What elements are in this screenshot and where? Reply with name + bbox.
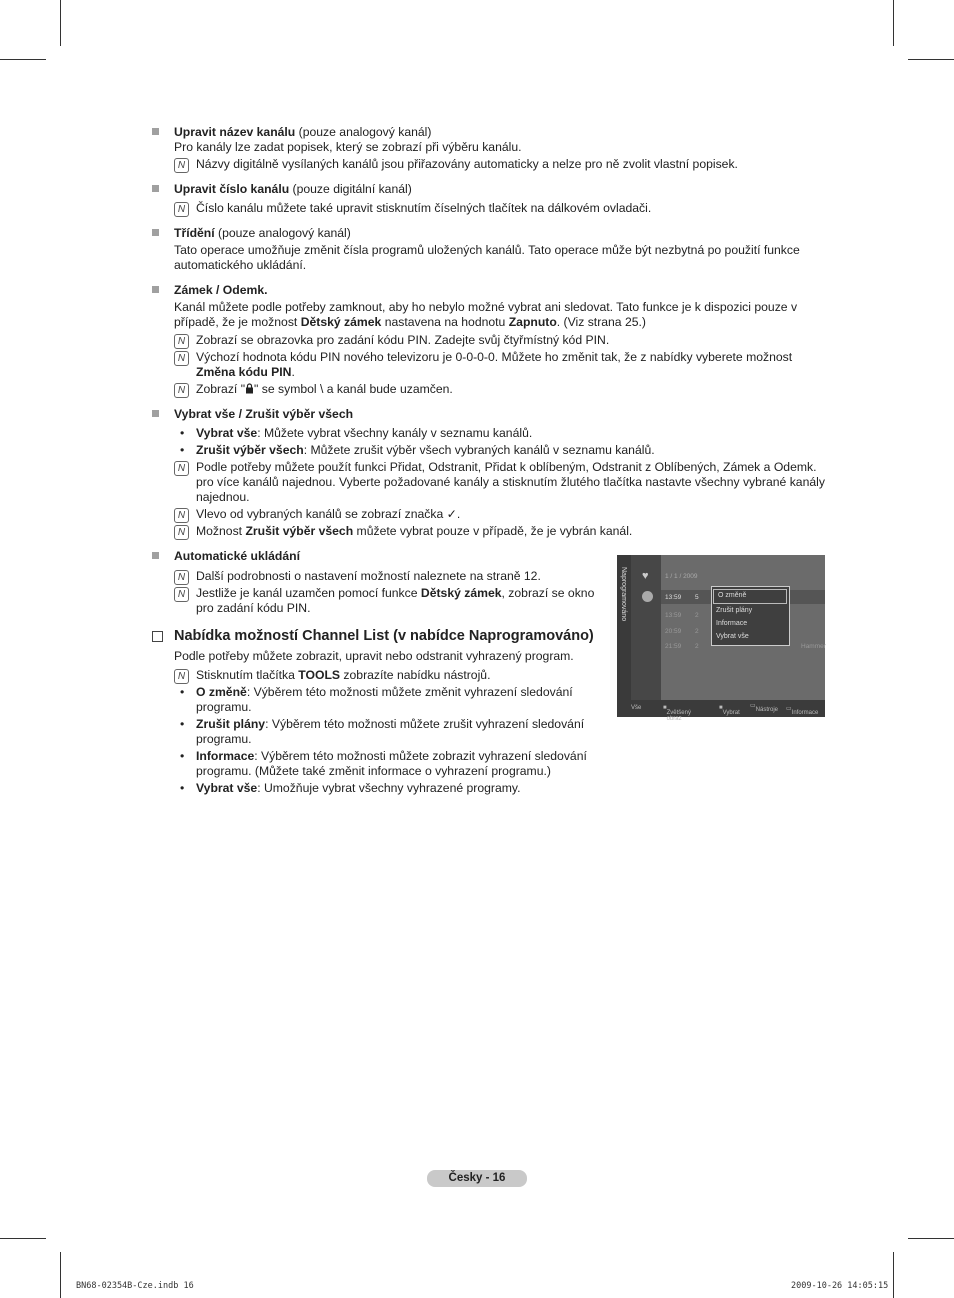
crop-mark: [893, 1252, 894, 1298]
bullet-dot: •: [180, 443, 185, 457]
note-text: Zobrazí se obrazovka pro zadání kódu PIN. Zadejte svůj čtyřmístný kód PIN.: [196, 333, 610, 347]
tv-side-label: Naprogramováno: [620, 567, 627, 622]
square-bullet-icon: [152, 185, 159, 192]
tv-footer-zoom: ■ Zvětšený obraz: [663, 705, 691, 722]
tv-menu-item-modify[interactable]: O změně: [713, 589, 787, 604]
bullet-item: [174, 717, 596, 747]
text-bold: Dětský zámek: [300, 315, 382, 329]
text-bold: O změně: [196, 685, 247, 699]
section-edit-channel-name: [152, 125, 827, 140]
tv-row-title: Hammer: [801, 643, 826, 650]
text: : Výběrem této možnosti můžete zobrazit vyhrazení sledování programu. (Můžete také změnit informace o vyhrazení programu.): [196, 749, 587, 778]
text-bold: Vybrat vše: [196, 426, 258, 440]
note-text: můžete vybrat pouze v případě, že je vybrán kanál.: [353, 524, 633, 538]
bullet-dot: •: [180, 685, 185, 699]
bullet-item: [174, 685, 626, 715]
tv-row-num: 2: [695, 643, 699, 650]
note-icon: N: [174, 334, 189, 349]
note-text: Stisknutím tlačítka: [196, 668, 299, 682]
globe-icon: [642, 591, 653, 602]
note-text: .: [291, 365, 295, 379]
section-title: Automatické ukládání: [174, 549, 300, 563]
bullet-dot: •: [180, 781, 185, 795]
text-bold: TOOLS: [298, 668, 341, 682]
bullet-item: [174, 781, 827, 796]
text-bold: Zrušit výběr všech: [196, 443, 304, 457]
note: [174, 382, 827, 397]
note-icon: N: [174, 158, 189, 173]
tv-row-time: 20:59: [665, 628, 682, 635]
bullet-dot: •: [180, 426, 185, 440]
tv-tools-menu: [711, 586, 790, 646]
note: [174, 460, 827, 505]
section-title: Zámek / Odemk.: [174, 283, 268, 297]
note-text: Další podrobnosti o nastavení možností naleznete na straně 12.: [196, 569, 541, 583]
text: Kanál můžete podle potřeby zamknout, aby ho nebylo možné vybrat ani sledovat. Tato funkce je k dispozici pouze v případě, že je možnost: [174, 300, 798, 329]
paragraph: [174, 300, 827, 330]
print-footer-right: 2009-10-26 14:05:15: [791, 1281, 889, 1291]
tv-footer-zoom-label: Zvětšený obraz: [666, 710, 691, 722]
crop-mark: [0, 59, 46, 60]
square-bullet-icon: [152, 229, 159, 236]
section-sorting: [152, 226, 827, 241]
tv-menu-item-info[interactable]: Informace: [716, 620, 748, 627]
checkbox-square-icon: [152, 631, 163, 642]
note-text: Možnost: [196, 524, 246, 538]
text-bold: Dětský zámek: [420, 586, 502, 600]
note-icon: N: [174, 351, 189, 366]
note-icon: N: [174, 570, 189, 585]
tv-footer-select-label: Vybrat: [722, 710, 740, 716]
text: . (Viz strana 25.): [556, 315, 646, 329]
note-text: " se symbol \ a kanál bude uzamčen.: [254, 382, 453, 396]
note-text: Vlevo od vybraných kanálů se zobrazí značka: [196, 507, 447, 521]
text-bold: Vybrat vše: [196, 781, 258, 795]
section-lock-unlock: [152, 283, 827, 298]
tv-footer-info-label: Informace: [791, 710, 819, 716]
note: [174, 333, 827, 348]
text: nastavena na hodnotu: [381, 315, 509, 329]
crop-mark: [60, 1252, 61, 1298]
square-bullet-icon: [152, 552, 159, 559]
tv-footer-tools: ▭ Nástroje: [750, 703, 779, 713]
section-title: Vybrat vše / Zrušit výběr všech: [174, 407, 354, 421]
paragraph: Podle potřeby můžete zobrazit, upravit nebo odstranit vyhrazený program.: [174, 649, 574, 663]
note: [174, 586, 606, 616]
note-text: , zobrazí se okno pro zadání kódu PIN.: [196, 586, 595, 615]
paragraph: Pro kanály lze zadat popisek, který se zobrazí při výběru kanálu.: [174, 140, 522, 154]
section-edit-channel-number: [152, 182, 827, 197]
tv-row-time: 13:59: [665, 612, 682, 619]
crop-mark: [908, 59, 954, 60]
bullet-dot: •: [180, 717, 185, 731]
text: : Výběrem této možnosti můžete změnit vyhrazení sledování programu.: [196, 685, 573, 714]
tv-footer-info: ▭ Informace: [786, 706, 819, 716]
heading-text: Nabídka možností Channel List (v nabídce Naprogramováno): [174, 628, 594, 644]
tv-menu-item-cancel[interactable]: Zrušit plány: [716, 607, 753, 614]
crop-mark: [0, 1238, 46, 1239]
tv-row-time: 21:59: [665, 643, 682, 650]
tv-row-num: 5: [695, 594, 699, 601]
checkmark-icon: ✓: [446, 507, 457, 521]
print-footer-left: BN68-02354B-Cze.indb 16: [76, 1281, 194, 1291]
heart-icon: ♥: [642, 570, 649, 582]
tv-footer-select: ■ Vybrat: [719, 705, 740, 716]
note-icon: N: [174, 669, 189, 684]
tv-footer-bar: [617, 700, 825, 722]
crop-mark: [60, 0, 61, 46]
note-text: Podle potřeby můžete použít funkci Přidat, Odstranit, Přidat k oblíbeným, Odstranit z Oblíbených, Zámek a Odemk. pro více kanálů najednou. Vyberte požadované kanály a stisknutím žlutého tlačítka nastavte všechny vybrané kanály najednou.: [196, 460, 825, 504]
note-icon: N: [174, 508, 189, 523]
note-text: zobrazíte nabídku nástrojů.: [340, 668, 491, 682]
text: : Můžete zrušit výběr všech vybraných kanálů v seznamu kanálů.: [303, 443, 655, 457]
paragraph: Tato operace umožňuje změnit čísla programů uložených kanálů. Tato operace může být nezbytná po použití funkce automatického ukládání.: [174, 243, 800, 272]
section-title: Upravit název kanálu: [174, 125, 296, 139]
note-text: Názvy digitálně vysílaných kanálů jsou přiřazovány automaticky a nelze pro ně zvolit vlastní popisek.: [196, 157, 738, 171]
section-title: Třídění: [174, 226, 215, 240]
tv-schedule-screenshot: [617, 555, 826, 722]
text-bold: Změna kódu PIN: [196, 365, 292, 379]
section-title-suffix: (pouze analogový kanál): [214, 226, 351, 240]
note: [174, 157, 827, 172]
text-bold: Zapnuto: [508, 315, 557, 329]
tv-row-num: 2: [695, 612, 699, 619]
note: [174, 569, 629, 584]
text-bold: Zrušit plány: [196, 717, 266, 731]
note: [174, 201, 827, 216]
tv-row-num: 2: [695, 628, 699, 635]
square-bullet-icon: [152, 410, 159, 417]
crop-mark: [893, 0, 894, 46]
note-text: Výchozí hodnota kódu PIN nového televizoru je 0-0-0-0. Můžete ho změnit tak, že z nabídky vyberete možnost: [196, 350, 793, 364]
square-bullet-icon: [152, 286, 159, 293]
section-title: Upravit číslo kanálu: [174, 182, 290, 196]
tv-date: 1 / 1 / 2009: [665, 573, 698, 580]
section-select-all: [152, 407, 827, 422]
note: [174, 507, 827, 522]
bullet-item: [174, 443, 827, 458]
tv-footer-tools-label: Nástroje: [755, 707, 779, 713]
bullet-item: [174, 749, 636, 779]
square-bullet-icon: [152, 128, 159, 135]
section-title-suffix: (pouze digitální kanál): [289, 182, 412, 196]
page-number-badge: Česky - 16: [427, 1170, 527, 1187]
text: : Výběrem této možnosti můžete zrušit vyhrazení sledování programu.: [196, 717, 585, 746]
tv-menu-item-select-all[interactable]: Vybrat vše: [716, 633, 749, 640]
text: : Můžete vybrat všechny kanály v seznamu kanálů.: [257, 426, 533, 440]
bullet-item: [174, 426, 827, 441]
note-text: Číslo kanálu můžete také upravit stisknutím číselných tlačítek na dálkovém ovladači.: [196, 201, 652, 215]
text-bold: Zrušit výběr všech: [245, 524, 354, 538]
crop-mark: [908, 1238, 954, 1239]
tv-row-time: 13:59: [665, 594, 682, 601]
section-title-suffix: (pouze analogový kanál): [295, 125, 432, 139]
bullet-dot: •: [180, 749, 185, 763]
lock-icon: [245, 383, 254, 394]
note: [174, 524, 827, 539]
note-text: Jestliže je kanál uzamčen pomocí funkce: [196, 586, 421, 600]
note-text: .: [456, 507, 461, 521]
note: [174, 350, 827, 380]
note-text: Zobrazí ": [196, 382, 246, 396]
text-bold: Informace: [196, 749, 255, 763]
text: : Umožňuje vybrat všechny vyhrazené programy.: [257, 781, 521, 795]
note-icon: N: [174, 202, 189, 217]
note-icon: N: [174, 383, 189, 398]
tv-footer-all: Vše: [631, 705, 642, 711]
note-icon: N: [174, 461, 189, 476]
note-icon: N: [174, 525, 189, 540]
note-icon: N: [174, 587, 189, 602]
